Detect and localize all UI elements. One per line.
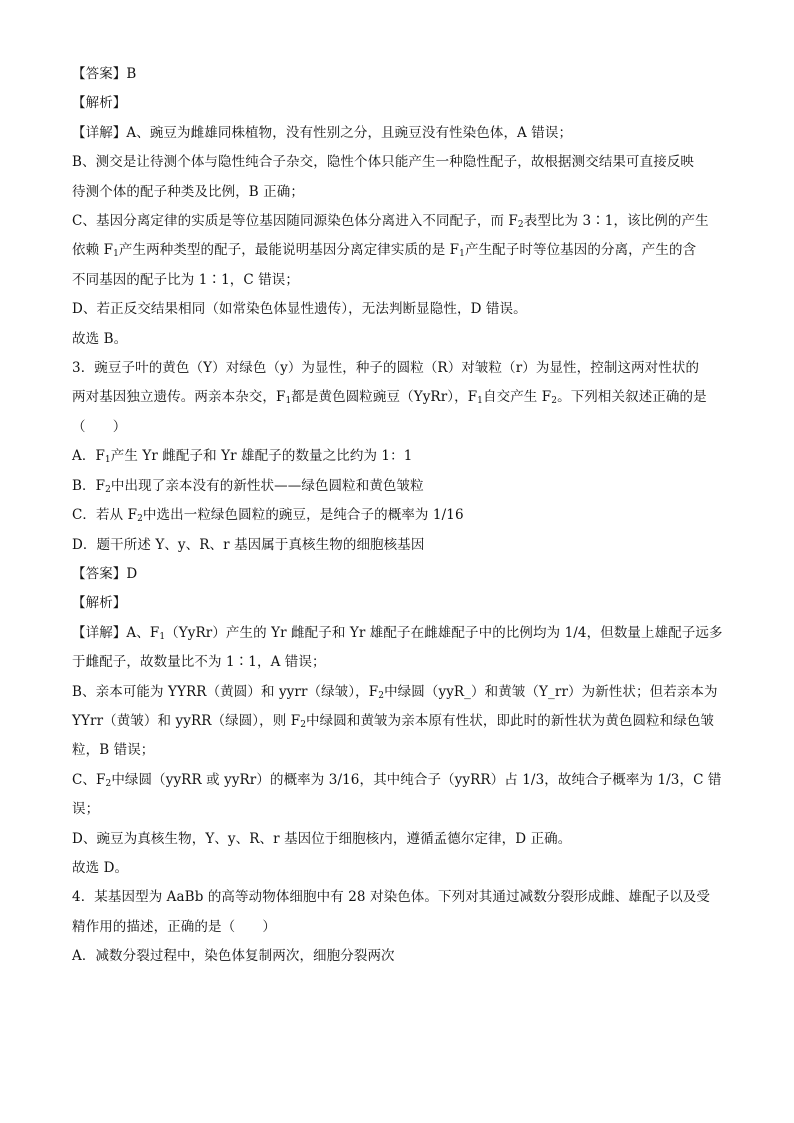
document-page [72,60,722,972]
explanation-line: YYrr（黄皱）和 yyRR（绿圆），则 $F_2$中绿圆和黄皱为亲本原有性状，即此时的新性状为黄色圆粒和绿色皱 [72,712,715,730]
question-4-stem: 4．某基因型为 AaBb 的高等动物体细胞中有 28 对染色体。下列对其通过减数分裂形成雌、雄配子以及受 [72,889,710,906]
answer-label: 【答案】D [72,565,138,582]
explanation-line: 于雌配子，故数量比不为 1∶1，A 错误； [72,654,326,671]
option-b: B．$F_2$中出现了亲本没有的新性状——绿色圆粒和黄色皱粒 [72,477,424,495]
explanation-line: D、豌豆为真核生物，Y、y、R、r 基因位于细胞核内，遵循孟德尔定律，D 正确。 [72,830,572,847]
explanation-line: 误； [72,801,100,818]
explanation-line: D、若正反交结果相同（如常染色体显性遗传），无法判断显隐性，D 错误。 [72,301,527,318]
explanation-line: C、基因分离定律的实质是等位基因随同源染色体分离进入不同配子，而 $F_2$表型比为 3∶1，该比例的产生 [72,213,709,231]
explanation-line: 依赖 $F_1$产生两种类型的配子，最能说明基因分离定律实质的是 $F_1$产生配子时等位基因的分离，产生的含 [72,242,697,260]
question-3-blank: （ ） [72,418,127,435]
explanation-line: 粒，B 错误； [72,742,155,759]
analysis-label: 【解析】 [72,95,127,112]
conclusion-line: 故选 D。 [72,859,129,876]
explanation-line: B、亲本可能为 YYRR（黄圆）和 yyrr（绿皱），$F_2$中绿圆（yyR_）和黄皱（Y_rr）为新性状；但若亲本为 [72,683,718,701]
option-c: C．若从 $F_2$中选出一粒绿色圆粒的豌豆，是纯合子的概率为 1/16 [72,507,464,525]
option-a: A．减数分裂过程中，染色体复制两次，细胞分裂两次 [72,948,395,965]
question-3-stem: 两对基因独立遗传。两亲本杂交，$F_1$都是黄色圆粒豌豆（YyRr），$F_1$自交产生 $F_2$。下列相关叙述正确的是 [72,389,707,407]
question-3-stem: 3．豌豆子叶的黄色（Y）对绿色（y）为显性，种子的圆粒（R）对皱粒（r）为显性，控制这两对性状的 [72,360,700,377]
option-d: D．题干所述 Y、y、R、r 基因属于真核生物的细胞核基因 [72,536,425,553]
answer-label: 【答案】B [72,66,137,82]
option-a: A．$F_1$产生 Yr 雌配子和 Yr 雄配子的数量之比约为 1：1 [72,448,413,466]
explanation-line: 待测个体的配子种类及比例，B 正确； [72,183,305,200]
explanation-line: 不同基因的配子比为 1∶1，C 错误； [72,271,299,288]
explanation-line: B、测交是让待测个体与隐性纯合子杂交，隐性个体只能产生一种隐性配子，故根据测交结果可直接反映 [72,154,695,171]
explanation-line: C、$F_2$中绿圆（yyRR 或 yyRr）的概率为 3/16，其中纯合子（yyRR）占 1/3，故纯合子概率为 1/3，C 错 [72,771,722,789]
analysis-label: 【解析】 [72,595,127,612]
conclusion-line: 故选 B。 [72,330,128,347]
question-4-stem: 精作用的描述，正确的是（ ） [72,918,276,935]
detail-line: 【详解】A、豌豆为雌雄同株植物，没有性别之分，且豌豆没有性染色体，A 错误； [72,124,573,141]
detail-line: 【详解】A、$F_1(YyRr)$产生的 Yr 雌配子和 Yr 雄配子在雌雄配子中的比例均为 1/4，但数量上雄配子远多 [72,624,723,642]
